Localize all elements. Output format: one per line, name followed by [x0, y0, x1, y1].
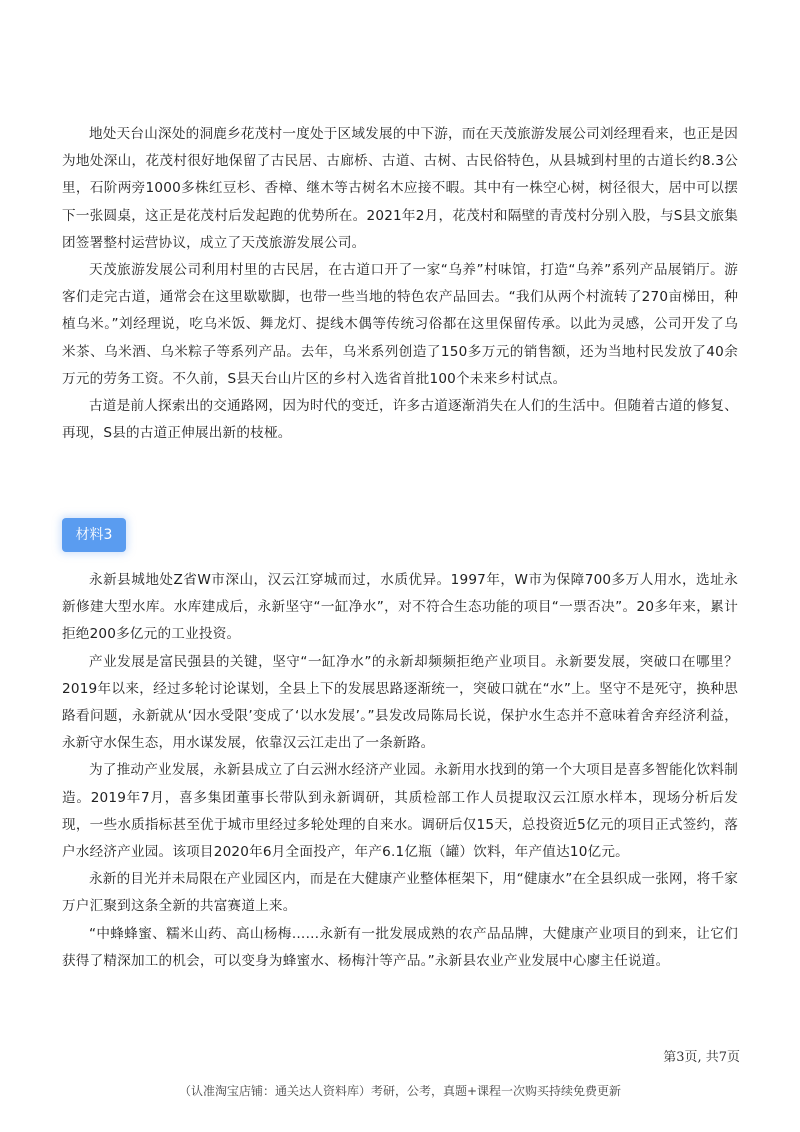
page-number: 第3页, 共7页 [663, 1050, 740, 1065]
paragraph: 永新的目光并未局限在产业园区内，而是在大健康产业整体框架下，用“健康水”在全县织成一张网，将千家万户汇聚到这条全新的共富赛道上来。 [62, 871, 738, 915]
paragraph: “中蜂蜂蜜、糯米山药、高山杨梅……永新有一批发展成熟的农产品品牌，大健康产业项目的到来，让它们获得了精深加工的机会，可以变身为蜂蜜水、杨梅汁等产品。”永新县农业产业发展中心廖主任说道。 [62, 925, 738, 969]
paragraph: 产业发展是富民强县的关键，坚守“一缸净水”的永新却频频拒绝产业项目。永新要发展，突破口在哪里？2019年以来，经过多轮讨论谋划，全县上下的发展思路逐渐统一，突破口就在“水”上。坚守不是死守，换种思路看问题，永新就从‘因水受限’变成了‘以水发展’。”县发改局陈局长说，保护水生态并不意味着舍弃经济利益，永新守水保生态，用水谋发展，依靠汉云江走出了一条新路。 [62, 653, 738, 752]
paragraph: 地处天台山深处的洞鹿乡花茂村一度处于区域发展的中下游，而在天茂旅游发展公司刘经理看来，也正是因为地处深山，花茂村很好地保留了古民居、古廊桥、古道、古树、古民俗特色，从县城到村里的古道长约8.3公里，石阶两旁1000多株红豆杉、香樟、继木等古树名木应接不暇。其中有一株空心树，树径很大，居中可以摆下一张圆桌，这正是花茂村后发起跑的优势所在。2021年2月，花茂村和隔壁的青茂村分别入股，与S县文旅集团签署整村运营协议，成立了天茂旅游发展公司。 [62, 126, 738, 251]
paragraph: 天茂旅游发展公司利用村里的古民居，在古道口开了一家“乌养”村味馆，打造“乌养”系列产品展销厅。游客们走完古道，通常会在这里歇歇脚，也带一些当地的特色农产品回去。“我们从两个村流转了270亩梯田，种植乌米。”刘经理说，吃乌米饭、舞龙灯、提线木偶等传统习俗都在这里保留传承。以此为灵感，公司开发了乌米茶、乌米酒、乌米粽子等系列产品。去年，乌米系列创造了150多万元的销售额，还为当地村民发放了40余万元的劳务工资。不久前，S县天台山片区的乡村入选省首批100个未来乡村试点。 [62, 262, 738, 387]
section-material3-text [62, 567, 738, 975]
material-label: 材料3 [62, 518, 126, 552]
paragraph: 为了推动产业发展，永新县成立了白云洲水经济产业园。永新用水找到的第一个大项目是喜多智能化饮料制造。2019年7月，喜多集团董事长带队到永新调研，其质检部工作人员提取汉云江原水样本，现场分析后发现，一些水质指标甚至优于城市里经过多轮处理的自来水。调研后仅15天，总投资近5亿元的项目正式签约，落户水经济产业园。该项目2020年6月全面投产，年产6.1亿瓶（罐）饮料，年产值达10亿元。 [62, 762, 738, 861]
paragraph: 永新县城地处Z省W市深山，汉云江穿城而过，水质优异。1997年，W市为保障700多万人用水，选址永新修建大型水库。水库建成后，永新坚守“一缸净水”，对不符合生态功能的项目“一票否决”。20多年来，累计拒绝200多亿元的工业投资。 [62, 572, 738, 643]
paragraph: 古道是前人探索出的交通路网，因为时代的变迁，许多古道逐渐消失在人们的生活中。但随着古道的修复、再现，S县的古道正伸展出新的枝桠。 [62, 398, 738, 442]
section-top-text [62, 121, 738, 447]
footer-note: （认准淘宝店铺：通关达人资料库）考研，公考，真题+课程一次购买持续免费更新 [178, 1084, 622, 1098]
